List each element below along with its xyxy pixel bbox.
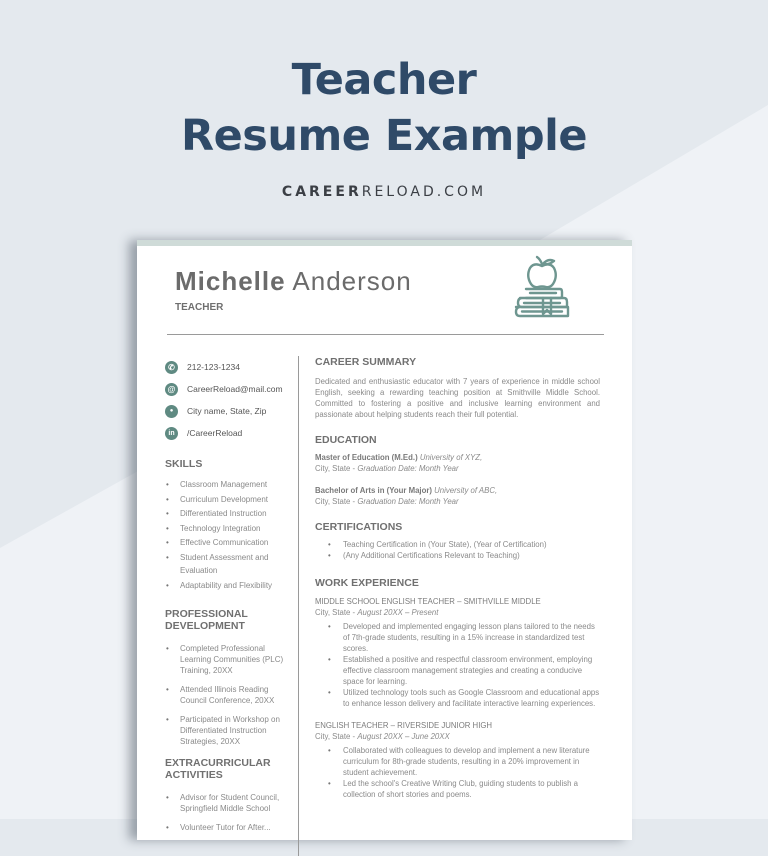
job-bullets	[315, 621, 600, 709]
extracurricular-item: • Advisor for Student Council, Springfield Middle School	[165, 792, 290, 814]
hero-title-line2: Resume Example	[180, 111, 588, 161]
graduation-date: Graduation Date: Month Year	[357, 464, 459, 473]
degree: Bachelor of Arts in (Your Major)	[315, 486, 432, 495]
prof-dev-item: • Attended Illinois Reading Council Conference, 20XX	[165, 684, 290, 706]
school: University of XYZ,	[419, 453, 483, 462]
job-title: ENGLISH TEACHER – RIVERSIDE JUNIOR HIGH	[315, 721, 493, 730]
job-title: MIDDLE SCHOOL ENGLISH TEACHER – SMITHVILLE MIDDLE	[315, 597, 541, 606]
professional-development-heading: PROFESSIONAL DEVELOPMENT	[165, 608, 248, 632]
extracurricular-heading: EXTRACURRICULAR ACTIVITIES	[165, 757, 271, 781]
certification-item: • Teaching Certification in (Your State), (Year of Certification)	[315, 539, 600, 550]
left-column	[165, 356, 290, 841]
job-dates: August 20XX – Present	[357, 608, 439, 617]
skill-item: • Student Assessment and Evaluation	[165, 551, 290, 578]
linkedin-icon: in	[165, 427, 178, 440]
apple-on-books-icon	[510, 254, 574, 324]
contact-location-text: City name, State, Zip	[187, 406, 267, 416]
contact-location	[165, 400, 290, 422]
skills-list	[165, 478, 290, 592]
site-name-bold: CAREER	[281, 184, 362, 200]
job-dates: August 20XX – June 20XX	[357, 732, 450, 741]
skill-item: • Classroom Management	[165, 478, 290, 492]
skill-item: • Technology Integration	[165, 522, 290, 536]
certifications-list	[315, 539, 600, 561]
school: University of ABC,	[434, 486, 498, 495]
contact-email	[165, 378, 290, 400]
column-divider	[298, 356, 299, 856]
skill-item: • Differentiated Instruction	[165, 507, 290, 521]
page-top-band	[137, 240, 632, 246]
location-icon: ●	[165, 405, 178, 418]
candidate-role: TEACHER	[175, 302, 224, 313]
job-bullet: • Developed and implemented engaging lesson plans tailored to the needs of 7th-grade students, resulting in a 15% increase in standardized test scores.	[315, 621, 600, 654]
email-icon: @	[165, 383, 178, 396]
hero-title-line1: Teacher	[291, 55, 477, 105]
certifications-heading: CERTIFICATIONS	[315, 521, 403, 533]
hero-header	[0, 52, 768, 200]
degree: Master of Education (M.Ed.)	[315, 453, 418, 462]
phone-icon: ✆	[165, 361, 178, 374]
job-location: City, State -	[315, 608, 358, 617]
skills-heading: SKILLS	[165, 458, 203, 470]
last-name: Anderson	[292, 266, 412, 296]
job-meta	[315, 731, 600, 742]
job-meta	[315, 607, 600, 618]
candidate-name	[175, 266, 412, 297]
work-experience-heading: WORK EXPERIENCE	[315, 577, 419, 589]
extracurricular-list	[165, 792, 290, 833]
graduation-date: Graduation Date: Month Year	[357, 497, 459, 506]
prof-dev-item: • Completed Professional Learning Communities (PLC) Training, 20XX	[165, 643, 290, 676]
skill-item: • Curriculum Development	[165, 493, 290, 507]
job-bullets	[315, 745, 600, 800]
prof-dev-item: • Participated in Workshop on Differentiated Instruction Strategies, 20XX	[165, 714, 290, 747]
education-entry	[315, 485, 600, 507]
skill-item: • Effective Communication	[165, 536, 290, 550]
site-name	[0, 184, 768, 200]
skill-item: • Adaptability and Flexibility	[165, 579, 290, 593]
job-bullet: • Established a positive and respectful classroom environment, employing effective classroom management strategies and creating a conducive space for learning.	[315, 654, 600, 687]
contact-email-text: CareerReload@mail.com	[187, 384, 283, 394]
header-divider	[167, 334, 604, 335]
contact-phone	[165, 356, 290, 378]
job-location: City, State -	[315, 732, 358, 741]
education-heading: EDUCATION	[315, 434, 377, 446]
education-entry	[315, 452, 600, 474]
extracurricular-item: • Volunteer Tutor for After...	[165, 822, 290, 833]
contact-phone-text: 212-123-1234	[187, 362, 240, 372]
professional-development-list	[165, 643, 290, 747]
location: City, State -	[315, 497, 358, 506]
first-name: Michelle	[175, 266, 286, 296]
job-bullet: • Utilized technology tools such as Google Classroom and educational apps to enhance lesson delivery and facilitate interactive learning experiences.	[315, 687, 600, 709]
job-bullet: • Led the school's Creative Writing Club, guiding students to publish a collection of short stories and poems.	[315, 778, 600, 800]
career-summary-text: Dedicated and enthusiastic educator with 7 years of experience in middle school English, seeking a rewarding teaching position at Smithville Middle School. Committed to fostering a positive and inclusive learning environment and passionate about helping students reach their full potential.	[315, 377, 600, 419]
site-name-rest: RELOAD.COM	[361, 184, 487, 200]
contact-linkedin-text: /CareerReload	[187, 428, 243, 438]
right-column	[315, 356, 600, 800]
location: City, State -	[315, 464, 358, 473]
certification-item: • (Any Additional Certifications Relevant to Teaching)	[315, 550, 600, 561]
career-summary-heading: CAREER SUMMARY	[315, 356, 417, 368]
resume-page	[137, 240, 632, 840]
contact-linkedin	[165, 422, 290, 444]
job-bullet: • Collaborated with colleagues to develop and implement a new literature curriculum for 8th-grade students, resulting in a 20% improvement in student achievement.	[315, 745, 600, 778]
